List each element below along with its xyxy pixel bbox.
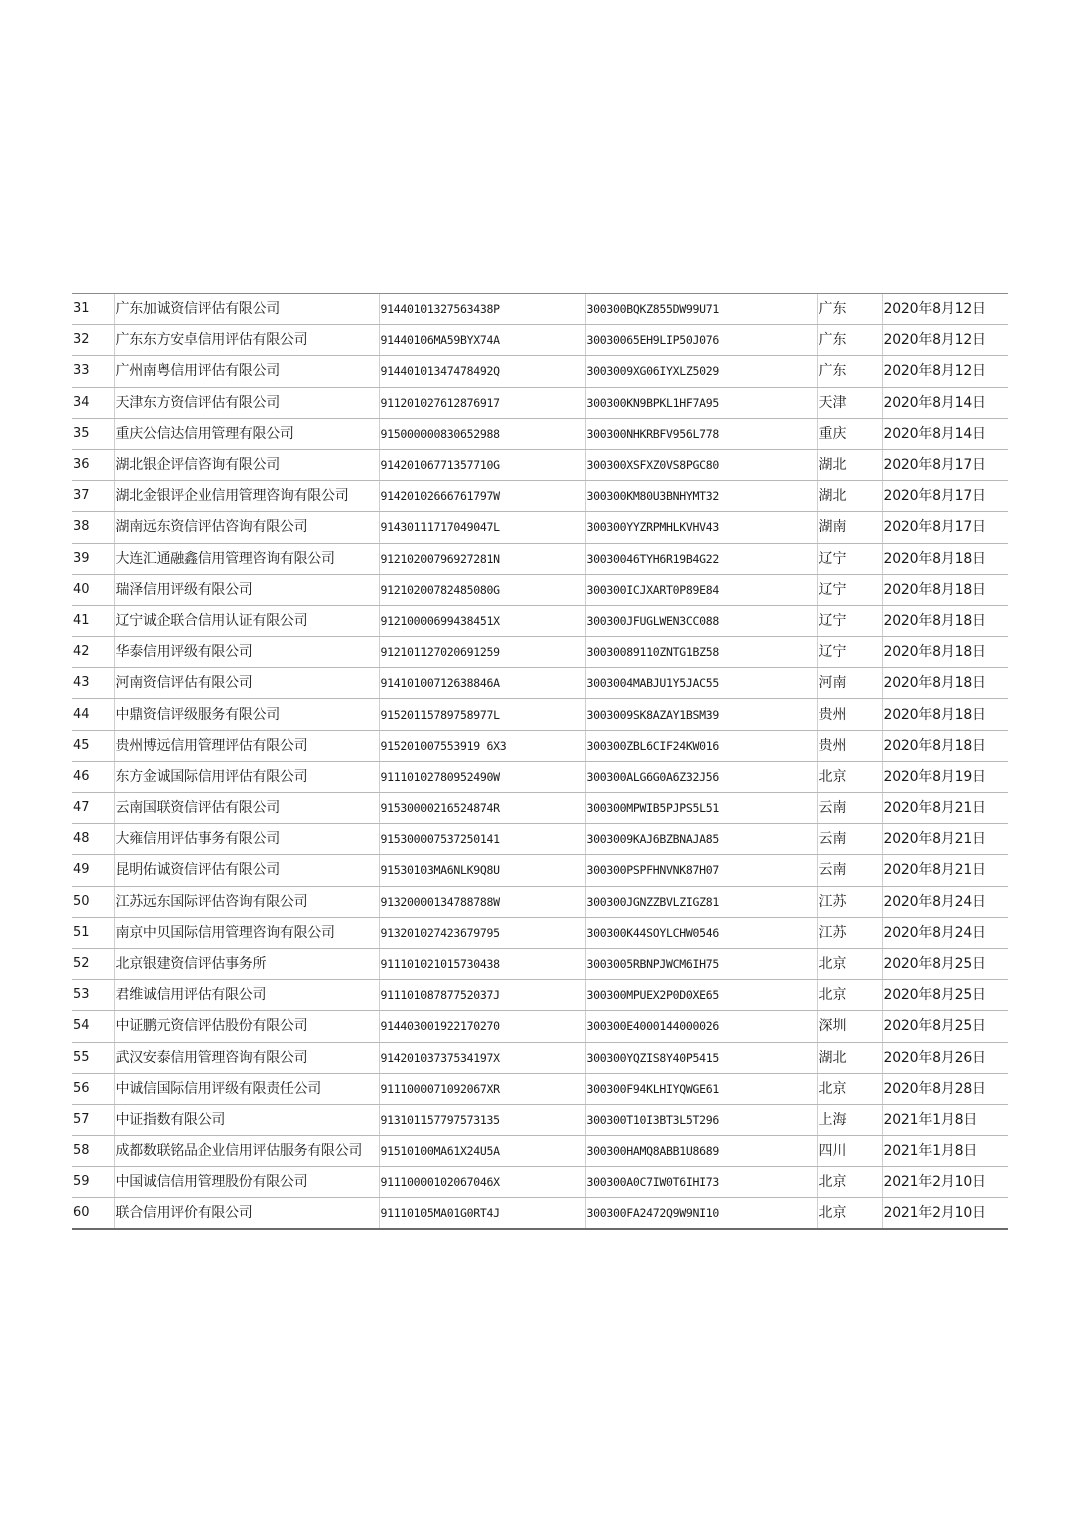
row-number-cell: 32 (72, 325, 114, 356)
registration-code-cell: 300300KN9BPKL1HF7A95 (585, 387, 817, 418)
company-name-cell: 中证鹏元资信评估股份有限公司 (114, 1011, 379, 1042)
table-row (72, 917, 1008, 948)
credit-code-cell: 91530000216524874R (379, 793, 585, 824)
credit-code-cell: 91420102666761797W (379, 481, 585, 512)
filing-date-cell: 2020年8月21日 (882, 793, 1008, 824)
registration-code-cell: 300300K44SOYLCHW0546 (585, 917, 817, 948)
table-body (72, 294, 1008, 1230)
filing-date-cell: 2020年8月14日 (882, 418, 1008, 449)
credit-code-cell: 914403001922170270 (379, 1011, 585, 1042)
row-number-cell: 54 (72, 1011, 114, 1042)
filing-date-cell: 2020年8月18日 (882, 605, 1008, 636)
credit-code-cell: 91440101347478492Q (379, 356, 585, 387)
credit-code-cell: 91530103MA6NLK9Q8U (379, 855, 585, 886)
company-name-cell: 江苏远东国际评估咨询有限公司 (114, 886, 379, 917)
region-cell: 贵州 (817, 730, 882, 761)
company-name-cell: 大连汇通融鑫信用管理咨询有限公司 (114, 543, 379, 574)
company-name-cell: 中诚信国际信用评级有限责任公司 (114, 1073, 379, 1104)
filing-date-cell: 2020年8月17日 (882, 512, 1008, 543)
company-name-cell: 广东加诚资信评估有限公司 (114, 294, 379, 325)
filing-date-cell: 2020年8月18日 (882, 699, 1008, 730)
region-cell: 广东 (817, 356, 882, 387)
row-number-cell: 38 (72, 512, 114, 543)
company-name-cell: 云南国联资信评估有限公司 (114, 793, 379, 824)
table-row (72, 948, 1008, 979)
table-row (72, 1073, 1008, 1104)
credit-code-cell: 91520115789758977L (379, 699, 585, 730)
table-row (72, 1042, 1008, 1073)
registration-code-cell: 300300T10I3BT3L5T296 (585, 1104, 817, 1135)
row-number-cell: 35 (72, 418, 114, 449)
table-row (72, 1011, 1008, 1042)
filing-date-cell: 2020年8月19日 (882, 761, 1008, 792)
credit-code-cell: 91110000102067046X (379, 1167, 585, 1198)
filing-date-cell: 2020年8月18日 (882, 668, 1008, 699)
credit-agency-table (72, 293, 1008, 1230)
row-number-cell: 33 (72, 356, 114, 387)
registration-code-cell: 3003005RBNPJWCM6IH75 (585, 948, 817, 979)
registration-code-cell: 300300F94KLHIYQWGE61 (585, 1073, 817, 1104)
region-cell: 辽宁 (817, 574, 882, 605)
row-number-cell: 44 (72, 699, 114, 730)
region-cell: 四川 (817, 1136, 882, 1167)
row-number-cell: 34 (72, 387, 114, 418)
company-name-cell: 天津东方资信评估有限公司 (114, 387, 379, 418)
row-number-cell: 46 (72, 761, 114, 792)
row-number-cell: 41 (72, 605, 114, 636)
company-name-cell: 大雍信用评估事务有限公司 (114, 824, 379, 855)
registration-code-cell: 300300ICJXART0P89E84 (585, 574, 817, 605)
row-number-cell: 31 (72, 294, 114, 325)
registration-code-cell: 300300KM80U3BNHYMT32 (585, 481, 817, 512)
table-row (72, 1136, 1008, 1167)
credit-code-cell: 91420106771357710G (379, 449, 585, 480)
registration-code-cell: 300300MPUEX2P0D0XE65 (585, 980, 817, 1011)
company-name-cell: 北京银建资信评估事务所 (114, 948, 379, 979)
filing-date-cell: 2020年8月26日 (882, 1042, 1008, 1073)
registration-code-cell: 300300JGNZZBVLZIGZ81 (585, 886, 817, 917)
region-cell: 辽宁 (817, 543, 882, 574)
region-cell: 广东 (817, 325, 882, 356)
registration-code-cell: 300300MPWIB5PJPS5L51 (585, 793, 817, 824)
row-number-cell: 48 (72, 824, 114, 855)
region-cell: 深圳 (817, 1011, 882, 1042)
row-number-cell: 43 (72, 668, 114, 699)
company-name-cell: 成都数联铭品企业信用评估服务有限公司 (114, 1136, 379, 1167)
region-cell: 上海 (817, 1104, 882, 1135)
filing-date-cell: 2021年1月8日 (882, 1136, 1008, 1167)
registration-code-cell: 300300XSFXZ0VS8PGC80 (585, 449, 817, 480)
region-cell: 天津 (817, 387, 882, 418)
row-number-cell: 37 (72, 481, 114, 512)
filing-date-cell: 2020年8月12日 (882, 325, 1008, 356)
registration-code-cell: 300300JFUGLWEN3CC088 (585, 605, 817, 636)
filing-date-cell: 2020年8月18日 (882, 574, 1008, 605)
company-name-cell: 贵州博远信用管理评估有限公司 (114, 730, 379, 761)
credit-code-cell: 91210200796927281N (379, 543, 585, 574)
registration-code-cell: 300300YYZRPMHLKVHV43 (585, 512, 817, 543)
filing-date-cell: 2020年8月12日 (882, 294, 1008, 325)
table-row (72, 1104, 1008, 1135)
table-row (72, 980, 1008, 1011)
row-number-cell: 40 (72, 574, 114, 605)
row-number-cell: 59 (72, 1167, 114, 1198)
table-row (72, 325, 1008, 356)
company-name-cell: 辽宁诚企联合信用认证有限公司 (114, 605, 379, 636)
credit-code-cell: 91210200782485080G (379, 574, 585, 605)
registration-code-cell: 30030046TYH6R19B4G22 (585, 543, 817, 574)
row-number-cell: 49 (72, 855, 114, 886)
filing-date-cell: 2020年8月18日 (882, 730, 1008, 761)
filing-date-cell: 2020年8月28日 (882, 1073, 1008, 1104)
row-number-cell: 57 (72, 1104, 114, 1135)
region-cell: 北京 (817, 1073, 882, 1104)
filing-date-cell: 2020年8月21日 (882, 855, 1008, 886)
region-cell: 北京 (817, 761, 882, 792)
credit-code-cell: 91210000699438451X (379, 605, 585, 636)
row-number-cell: 55 (72, 1042, 114, 1073)
registration-code-cell: 300300HAMQ8ABB1U8689 (585, 1136, 817, 1167)
credit-code-cell: 91430111717049047L (379, 512, 585, 543)
row-number-cell: 50 (72, 886, 114, 917)
registration-code-cell: 300300E4000144000026 (585, 1011, 817, 1042)
registry-table-container (72, 293, 1008, 1230)
table-row (72, 855, 1008, 886)
company-name-cell: 中证指数有限公司 (114, 1104, 379, 1135)
company-name-cell: 武汉安泰信用管理咨询有限公司 (114, 1042, 379, 1073)
company-name-cell: 湖南远东资信评估咨询有限公司 (114, 512, 379, 543)
company-name-cell: 广州南粤信用评估有限公司 (114, 356, 379, 387)
table-row (72, 1167, 1008, 1198)
company-name-cell: 昆明佑诚资信评估有限公司 (114, 855, 379, 886)
credit-code-cell: 91110105MA01G0RT4J (379, 1198, 585, 1230)
region-cell: 广东 (817, 294, 882, 325)
credit-code-cell: 9111000071092067XR (379, 1073, 585, 1104)
filing-date-cell: 2020年8月24日 (882, 917, 1008, 948)
table-row (72, 730, 1008, 761)
credit-code-cell: 911201027612876917 (379, 387, 585, 418)
table-row (72, 449, 1008, 480)
filing-date-cell: 2020年8月12日 (882, 356, 1008, 387)
company-name-cell: 联合信用评价有限公司 (114, 1198, 379, 1230)
region-cell: 湖北 (817, 449, 882, 480)
table-row (72, 1198, 1008, 1230)
company-name-cell: 重庆公信达信用管理有限公司 (114, 418, 379, 449)
registration-code-cell: 300300ZBL6CIF24KW016 (585, 730, 817, 761)
table-row (72, 824, 1008, 855)
region-cell: 江苏 (817, 886, 882, 917)
region-cell: 贵州 (817, 699, 882, 730)
row-number-cell: 45 (72, 730, 114, 761)
company-name-cell: 君维诚信用评估有限公司 (114, 980, 379, 1011)
table-row (72, 574, 1008, 605)
table-row (72, 668, 1008, 699)
company-name-cell: 瑞泽信用评级有限公司 (114, 574, 379, 605)
table-row (72, 637, 1008, 668)
company-name-cell: 广东东方安卓信用评估有限公司 (114, 325, 379, 356)
registration-code-cell: 300300YQZIS8Y40P5415 (585, 1042, 817, 1073)
filing-date-cell: 2020年8月17日 (882, 481, 1008, 512)
credit-code-cell: 91440101327563438P (379, 294, 585, 325)
credit-code-cell: 91110108787752037J (379, 980, 585, 1011)
row-number-cell: 60 (72, 1198, 114, 1230)
registration-code-cell: 30030089110ZNTG1BZ58 (585, 637, 817, 668)
table-row (72, 387, 1008, 418)
company-name-cell: 湖北金银评企业信用管理咨询有限公司 (114, 481, 379, 512)
filing-date-cell: 2020年8月25日 (882, 980, 1008, 1011)
region-cell: 北京 (817, 1198, 882, 1230)
row-number-cell: 52 (72, 948, 114, 979)
table-row (72, 294, 1008, 325)
company-name-cell: 南京中贝国际信用管理咨询有限公司 (114, 917, 379, 948)
filing-date-cell: 2020年8月14日 (882, 387, 1008, 418)
row-number-cell: 56 (72, 1073, 114, 1104)
region-cell: 云南 (817, 855, 882, 886)
filing-date-cell: 2021年1月8日 (882, 1104, 1008, 1135)
table-row (72, 761, 1008, 792)
row-number-cell: 58 (72, 1136, 114, 1167)
company-name-cell: 中国诚信信用管理股份有限公司 (114, 1167, 379, 1198)
table-row (72, 886, 1008, 917)
row-number-cell: 53 (72, 980, 114, 1011)
table-row (72, 481, 1008, 512)
filing-date-cell: 2020年8月18日 (882, 543, 1008, 574)
credit-code-cell: 91510100MA61X24U5A (379, 1136, 585, 1167)
row-number-cell: 51 (72, 917, 114, 948)
filing-date-cell: 2020年8月24日 (882, 886, 1008, 917)
filing-date-cell: 2021年2月10日 (882, 1198, 1008, 1230)
row-number-cell: 47 (72, 793, 114, 824)
region-cell: 北京 (817, 980, 882, 1011)
credit-code-cell: 915000000830652988 (379, 418, 585, 449)
registration-code-cell: 300300PSPFHNVNK87H07 (585, 855, 817, 886)
region-cell: 重庆 (817, 418, 882, 449)
region-cell: 河南 (817, 668, 882, 699)
registration-code-cell: 30030065EH9LIP50J076 (585, 325, 817, 356)
filing-date-cell: 2020年8月18日 (882, 637, 1008, 668)
registration-code-cell: 3003009SK8AZAY1BSM39 (585, 699, 817, 730)
registration-code-cell: 300300A0C7IW0T6IHI73 (585, 1167, 817, 1198)
company-name-cell: 华泰信用评级有限公司 (114, 637, 379, 668)
table-row (72, 356, 1008, 387)
registration-code-cell: 3003009XG06IYXLZ5029 (585, 356, 817, 387)
region-cell: 湖南 (817, 512, 882, 543)
region-cell: 云南 (817, 793, 882, 824)
credit-code-cell: 911101021015730438 (379, 948, 585, 979)
filing-date-cell: 2021年2月10日 (882, 1167, 1008, 1198)
region-cell: 湖北 (817, 1042, 882, 1073)
table-row (72, 543, 1008, 574)
region-cell: 北京 (817, 1167, 882, 1198)
credit-code-cell: 91440106MA59BYX74A (379, 325, 585, 356)
row-number-cell: 39 (72, 543, 114, 574)
registration-code-cell: 300300ALG6G0A6Z32J56 (585, 761, 817, 792)
table-row (72, 793, 1008, 824)
company-name-cell: 中鼎资信评级服务有限公司 (114, 699, 379, 730)
region-cell: 北京 (817, 948, 882, 979)
region-cell: 湖北 (817, 481, 882, 512)
filing-date-cell: 2020年8月21日 (882, 824, 1008, 855)
credit-code-cell: 91420103737534197X (379, 1042, 585, 1073)
region-cell: 江苏 (817, 917, 882, 948)
region-cell: 辽宁 (817, 605, 882, 636)
credit-code-cell: 91320000134788788W (379, 886, 585, 917)
company-name-cell: 河南资信评估有限公司 (114, 668, 379, 699)
filing-date-cell: 2020年8月25日 (882, 948, 1008, 979)
company-name-cell: 湖北银企评信咨询有限公司 (114, 449, 379, 480)
region-cell: 辽宁 (817, 637, 882, 668)
region-cell: 云南 (817, 824, 882, 855)
registration-code-cell: 3003004MABJU1Y5JAC55 (585, 668, 817, 699)
table-row (72, 699, 1008, 730)
credit-code-cell: 91410100712638846A (379, 668, 585, 699)
registration-code-cell: 3003009KAJ6BZBNAJA85 (585, 824, 817, 855)
table-row (72, 512, 1008, 543)
filing-date-cell: 2020年8月25日 (882, 1011, 1008, 1042)
credit-code-cell: 913101157797573135 (379, 1104, 585, 1135)
registration-code-cell: 300300BQKZ855DW99U71 (585, 294, 817, 325)
table-row (72, 605, 1008, 636)
company-name-cell: 东方金诚国际信用评估有限公司 (114, 761, 379, 792)
registration-code-cell: 300300FA2472Q9W9NI10 (585, 1198, 817, 1230)
row-number-cell: 36 (72, 449, 114, 480)
credit-code-cell: 915300007537250141 (379, 824, 585, 855)
registration-code-cell: 300300NHKRBFV956L778 (585, 418, 817, 449)
credit-code-cell: 91110102780952490W (379, 761, 585, 792)
credit-code-cell: 912101127020691259 (379, 637, 585, 668)
table-row (72, 418, 1008, 449)
credit-code-cell: 913201027423679795 (379, 917, 585, 948)
filing-date-cell: 2020年8月17日 (882, 449, 1008, 480)
row-number-cell: 42 (72, 637, 114, 668)
credit-code-cell: 915201007553919 6X3 (379, 730, 585, 761)
